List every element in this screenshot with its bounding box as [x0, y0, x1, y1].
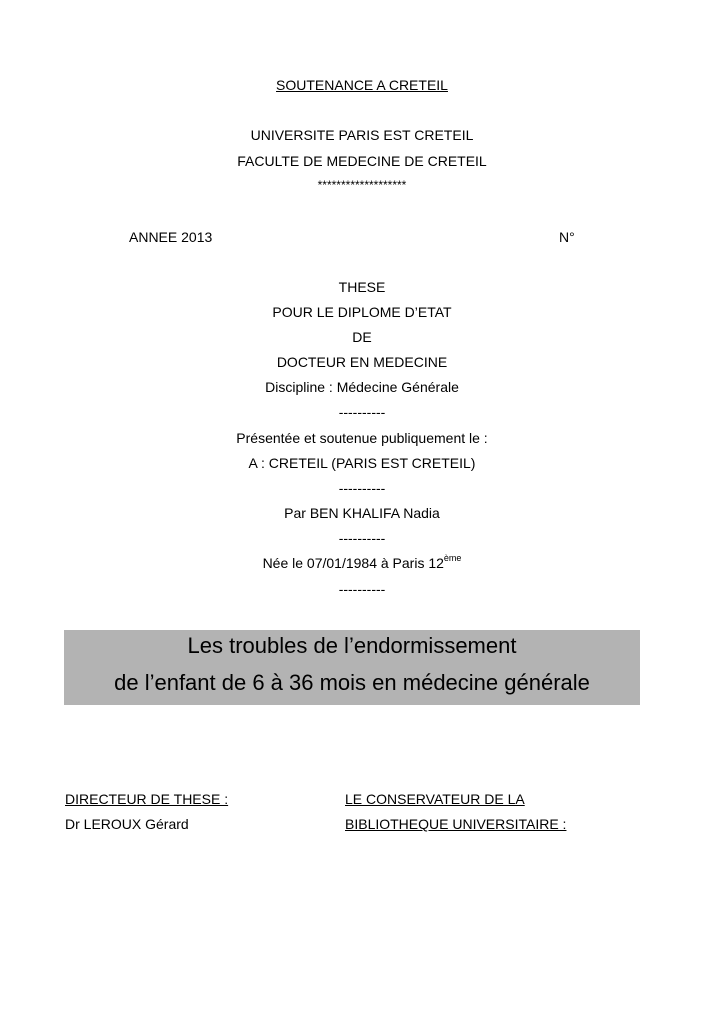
separator-2: ----------	[338, 480, 386, 496]
place: A : CRETEIL (PARIS EST CRETEIL)	[248, 455, 476, 471]
university-name: UNIVERSITE PARIS EST CRETEIL	[250, 127, 474, 143]
thesis-title-line-1: Les troubles de l’endormissement	[187, 633, 517, 658]
discipline: Discipline : Médecine Générale	[265, 379, 459, 395]
curator-label-line-1: LE CONSERVATEUR DE LA	[345, 791, 525, 807]
thesis-line-2: POUR LE DIPLOME D’ETAT	[272, 304, 452, 320]
curator-label-line-2: BIBLIOTHEQUE UNIVERSITAIRE :	[345, 816, 567, 832]
birth-superscript: ème	[443, 553, 462, 563]
thesis-line-1: THESE	[338, 279, 386, 295]
director-name: Dr LEROUX Gérard	[65, 816, 189, 832]
author: Par BEN KHALIFA Nadia	[284, 505, 440, 521]
separator-3: ----------	[338, 530, 386, 546]
thesis-number-label: N°	[559, 229, 575, 245]
director-label: DIRECTEUR DE THESE :	[65, 791, 229, 807]
stars-separator: *******************	[317, 178, 407, 192]
separator-1: ----------	[338, 404, 386, 420]
thesis-title-line-2: de l’enfant de 6 à 36 mois en médecine générale	[114, 670, 590, 695]
separator-4: ----------	[338, 581, 386, 597]
faculty-name: FACULTE DE MEDECINE DE CRETEIL	[237, 153, 487, 169]
year-label: ANNEE 2013	[129, 229, 213, 245]
soutenance-heading: SOUTENANCE A CRETEIL	[276, 77, 448, 93]
birth-text: Née le 07/01/1984 à Paris 12	[262, 555, 444, 571]
thesis-line-3: DE	[352, 329, 372, 345]
presented-label: Présentée et soutenue publiquement le :	[236, 430, 488, 446]
birth-info	[0, 554, 724, 572]
thesis-line-4: DOCTEUR EN MEDECINE	[276, 354, 448, 370]
thesis-title-band	[64, 630, 640, 705]
